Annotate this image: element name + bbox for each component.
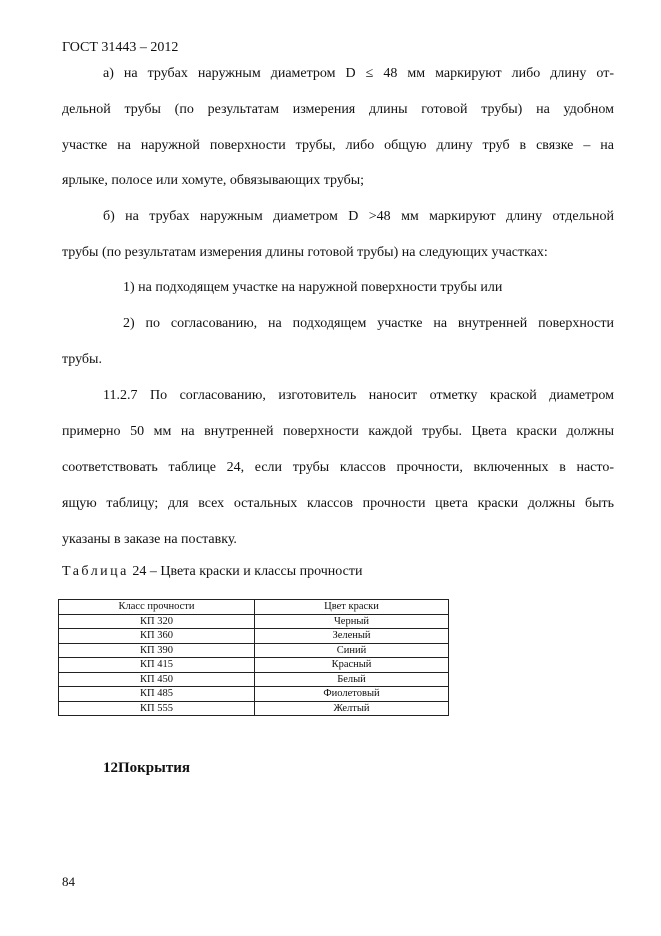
paragraph-11-2-7-line-5: указаны в заказе на поставку. [62,532,237,547]
paragraph-b-line-2: трубы (по результатам измерения длины готовой трубы) на следующих участках: [62,245,548,260]
table-row [59,658,449,673]
strength-class-cell: КП 360 [59,629,255,644]
paint-color-cell: Белый [255,672,449,687]
strength-class-cell: КП 390 [59,643,255,658]
paragraph-11-2-7-line-4: ящую таблицу; для всех остальных классов прочности цвета краски должны быть [62,496,614,511]
paint-color-table [58,599,449,716]
paragraph-11-2-7-line-1: 11.2.7 По согласованию, изготовитель наносит отметку краской диаметром [103,388,614,403]
list-item-1: 1) на подходящем участке на наружной поверхности трубы или [123,280,503,295]
paint-color-cell: Красный [255,658,449,673]
table-row [59,643,449,658]
table-caption-title: 24 – Цвета краски и классы прочности [128,564,363,579]
paint-color-cell: Фиолетовый [255,687,449,702]
paint-color-cell: Черный [255,614,449,629]
table-row [59,672,449,687]
paragraph-a-line-1: а) на трубах наружным диаметром D ≤ 48 мм маркируют либо длину от- [103,66,614,81]
strength-class-cell: КП 415 [59,658,255,673]
strength-class-cell: КП 485 [59,687,255,702]
paragraph-b-line-1: б) на трубах наружным диаметром D >48 мм маркируют длину отдельной [103,209,614,224]
strength-class-cell: КП 450 [59,672,255,687]
table-row [59,614,449,629]
paragraph-a-line-2: дельной трубы (по результатам измерения длины готовой трубы) на удобном [62,102,614,117]
table-caption [62,564,362,580]
paragraph-11-2-7-line-3: соответствовать таблице 24, если трубы классов прочности, включенных в насто- [62,460,614,475]
table-row [59,701,449,716]
strength-class-cell: КП 555 [59,701,255,716]
paint-color-cell: Желтый [255,701,449,716]
paragraph-11-2-7-line-2: примерно 50 мм на внутренней поверхности каждой трубы. Цвета краски должны [62,424,614,439]
strength-class-cell: КП 320 [59,614,255,629]
table-caption-label: Таблица [62,564,129,579]
paint-color-cell: Синий [255,643,449,658]
column-header-paint-color: Цвет краски [255,600,449,615]
table-row [59,687,449,702]
table-header-row [59,600,449,615]
paragraph-a-line-4: ярлыке, полосе или хомуте, обвязывающих трубы; [62,173,365,188]
page-number: 84 [62,874,75,889]
document-header: ГОСТ 31443 – 2012 [62,40,179,55]
list-item-2-line-1: 2) по согласованию, на подходящем участке на внутренней поверхности [123,316,614,331]
list-item-2-line-2: трубы. [62,352,102,367]
paint-color-cell: Зеленый [255,629,449,644]
paragraph-a-line-3: участке на наружной поверхности трубы, либо общую длину труб в связке – на [62,138,614,153]
column-header-strength-class: Класс прочности [59,600,255,615]
table-row [59,629,449,644]
section-heading: 12Покрытия [103,760,190,776]
